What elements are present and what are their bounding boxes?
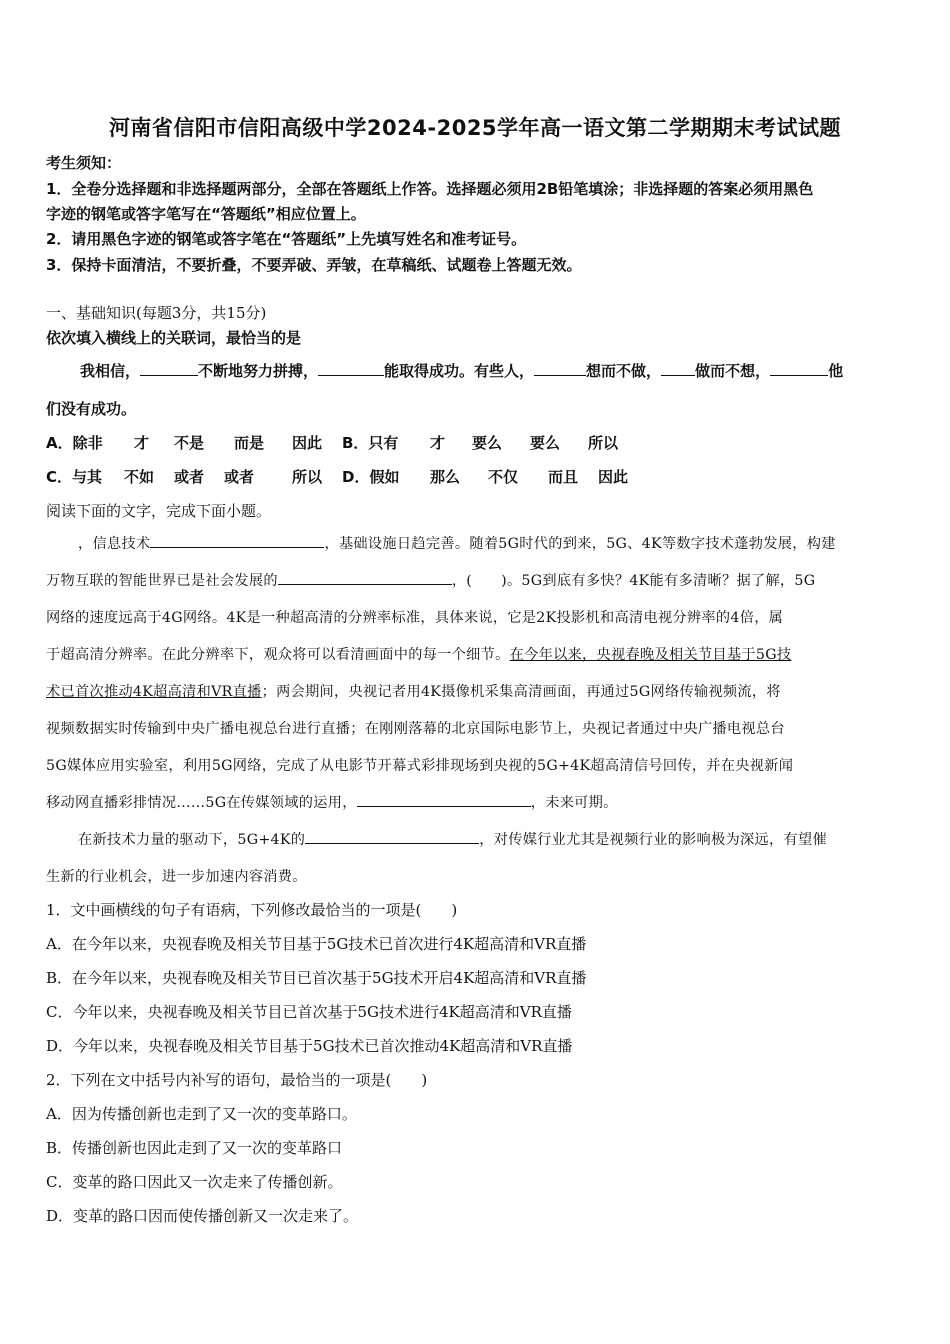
page-title: 河南省信阳市信阳高级中学2024-2025学年高一语文第二学期期末考试试题 bbox=[108, 116, 842, 140]
option-word: 而是 bbox=[234, 434, 265, 452]
answer-blank bbox=[661, 361, 695, 376]
option-word: 要么 bbox=[472, 434, 503, 452]
notice-heading: 考生须知： bbox=[46, 154, 122, 172]
option-word: 不是 bbox=[174, 434, 205, 452]
question-instruction: 依次填入横线上的关联词，最恰当的是 bbox=[46, 329, 302, 347]
passage-line: 网络的速度远高于4G网络。4K是一种超高清的分辨率标准，具体来说，它是2K投影机和高清电视分辨率的4倍，属 bbox=[46, 610, 784, 626]
sentence-text: 想而不做， bbox=[586, 362, 662, 380]
notice-item: 字迹的钢笔或答字笔写在“答题纸”相应位置上。 bbox=[46, 205, 366, 223]
question-option: B．在今年以来，央视春晚及相关节目已首次基于5G技术开启4K超高清和VR直播 bbox=[46, 969, 587, 987]
passage-line: 5G媒体应用实验室，利用5G网络，完成了从电影节开幕式彩排现场到央视的5G+4K超高清信号回传，并在央视新闻 bbox=[46, 758, 794, 774]
sentence-text: 能取得成功。有些人， bbox=[384, 362, 535, 380]
option-word: 所以 bbox=[292, 468, 323, 486]
reading-intro: 阅读下面的文字，完成下面小题。 bbox=[46, 502, 272, 520]
option-word: 才 bbox=[430, 434, 446, 452]
answer-blank bbox=[140, 361, 198, 376]
option-choice: A．除非 bbox=[46, 434, 103, 452]
passage-line: 万物互联的智能世界已是社会发展的 ，( )。5G到底有多快？4K能有多清晰？据了解，5G bbox=[46, 570, 908, 590]
answer-blank bbox=[278, 570, 452, 585]
question-option: A．因为传播创新也走到了又一次的变革路口。 bbox=[46, 1105, 357, 1123]
notice-item: 3．保持卡面清洁，不要折叠，不要弄破、弄皱，在草稿纸、试题卷上答题无效。 bbox=[46, 256, 582, 274]
answer-blank bbox=[318, 361, 384, 376]
option-choice: D．假如 bbox=[342, 468, 400, 486]
underlined-sentence: 在今年以来，央视春晚及相关节目基于5G技 bbox=[509, 647, 792, 663]
question-option: D．变革的路口因而使传播创新又一次走来了。 bbox=[46, 1207, 359, 1225]
passage-line: ，信息技术 ，基础设施日趋完善。随着5G时代的到来，5G、4K等数字技术蓬勃发展，构建 bbox=[78, 533, 908, 553]
question-option: D．今年以来，央视春晚及相关节目基于5G技术已首次推动4K超高清和VR直播 bbox=[46, 1037, 573, 1055]
answer-blank bbox=[770, 361, 828, 376]
sentence-text: 做而不想， bbox=[695, 362, 771, 380]
option-word: 要么 bbox=[530, 434, 561, 452]
answer-blank bbox=[150, 533, 324, 548]
question-option: C．变革的路口因此又一次走来了传播创新。 bbox=[46, 1173, 343, 1191]
underlined-sentence: 术已首次推动4K超高清和VR直播 bbox=[46, 684, 262, 700]
passage-line: 生新的行业机会，进一步加速内容消费。 bbox=[46, 869, 307, 885]
sentence-text: 不断地努力拼搏， bbox=[198, 362, 319, 380]
answer-blank bbox=[305, 829, 479, 844]
option-word: 不仅 bbox=[488, 468, 519, 486]
question-option: A．在今年以来，央视春晚及相关节目基于5G技术已首次进行4K超高清和VR直播 bbox=[46, 935, 587, 953]
option-word: 那么 bbox=[430, 468, 461, 486]
question-stem: 1．文中画横线的句子有语病，下列修改最恰当的一项是( ) bbox=[46, 901, 458, 919]
option-word: 或者 bbox=[174, 468, 205, 486]
option-word: 因此 bbox=[292, 434, 323, 452]
passage-line: 移动网直播彩排情况……5G在传媒领域的运用， ，未来可期。 bbox=[46, 792, 908, 812]
question-option: B．传播创新也因此走到了又一次的变革路口 bbox=[46, 1139, 343, 1157]
fill-sentence-end: 们没有成功。 bbox=[46, 400, 137, 418]
fill-sentence bbox=[80, 360, 910, 381]
option-word: 不如 bbox=[124, 468, 155, 486]
option-choice: C．与其 bbox=[46, 468, 103, 486]
notice-item: 1．全卷分选择题和非选择题两部分，全部在答题纸上作答。选择题必须用2B铅笔填涂；非选择题的答案必须用黑色 bbox=[46, 180, 814, 198]
passage-line: 于超高清分辨率。在此分辨率下，观众将可以看清画面中的每一个细节。在今年以来，央视春晚及相关节目基于5G技 bbox=[46, 647, 792, 663]
question-option: C．今年以来，央视春晚及相关节目已首次基于5G技术进行4K超高清和VR直播 bbox=[46, 1003, 572, 1021]
passage-line: 在新技术力量的驱动下，5G+4K的 ，对传媒行业尤其是视频行业的影响极为深远，有望催 bbox=[78, 829, 908, 849]
answer-blank bbox=[534, 361, 586, 376]
option-word: 所以 bbox=[588, 434, 619, 452]
option-word: 或者 bbox=[224, 468, 255, 486]
option-word: 而且 bbox=[548, 468, 579, 486]
notice-item: 2．请用黑色字迹的钢笔或答字笔在“答题纸”上先填写姓名和准考证号。 bbox=[46, 230, 527, 248]
option-word: 因此 bbox=[598, 468, 629, 486]
answer-blank bbox=[357, 792, 531, 807]
option-choice: B．只有 bbox=[342, 434, 399, 452]
passage-line: 术已首次推动4K超高清和VR直播；两会期间，央视记者用4K摄像机采集高清画面，再通过5G网络传输视频流，将 bbox=[46, 684, 781, 700]
sentence-text: 他 bbox=[828, 362, 844, 380]
question-stem: 2．下列在文中括号内补写的语句，最恰当的一项是( ) bbox=[46, 1071, 428, 1089]
option-word: 才 bbox=[134, 434, 150, 452]
sentence-text: 我相信， bbox=[80, 362, 141, 380]
passage-line: 视频数据实时传输到中央广播电视总台进行直播；在刚刚落幕的北京国际电影节上，央视记者通过中央广播电视总台 bbox=[46, 721, 785, 737]
section-heading: 一、基础知识(每题3分，共15分) bbox=[46, 304, 267, 322]
